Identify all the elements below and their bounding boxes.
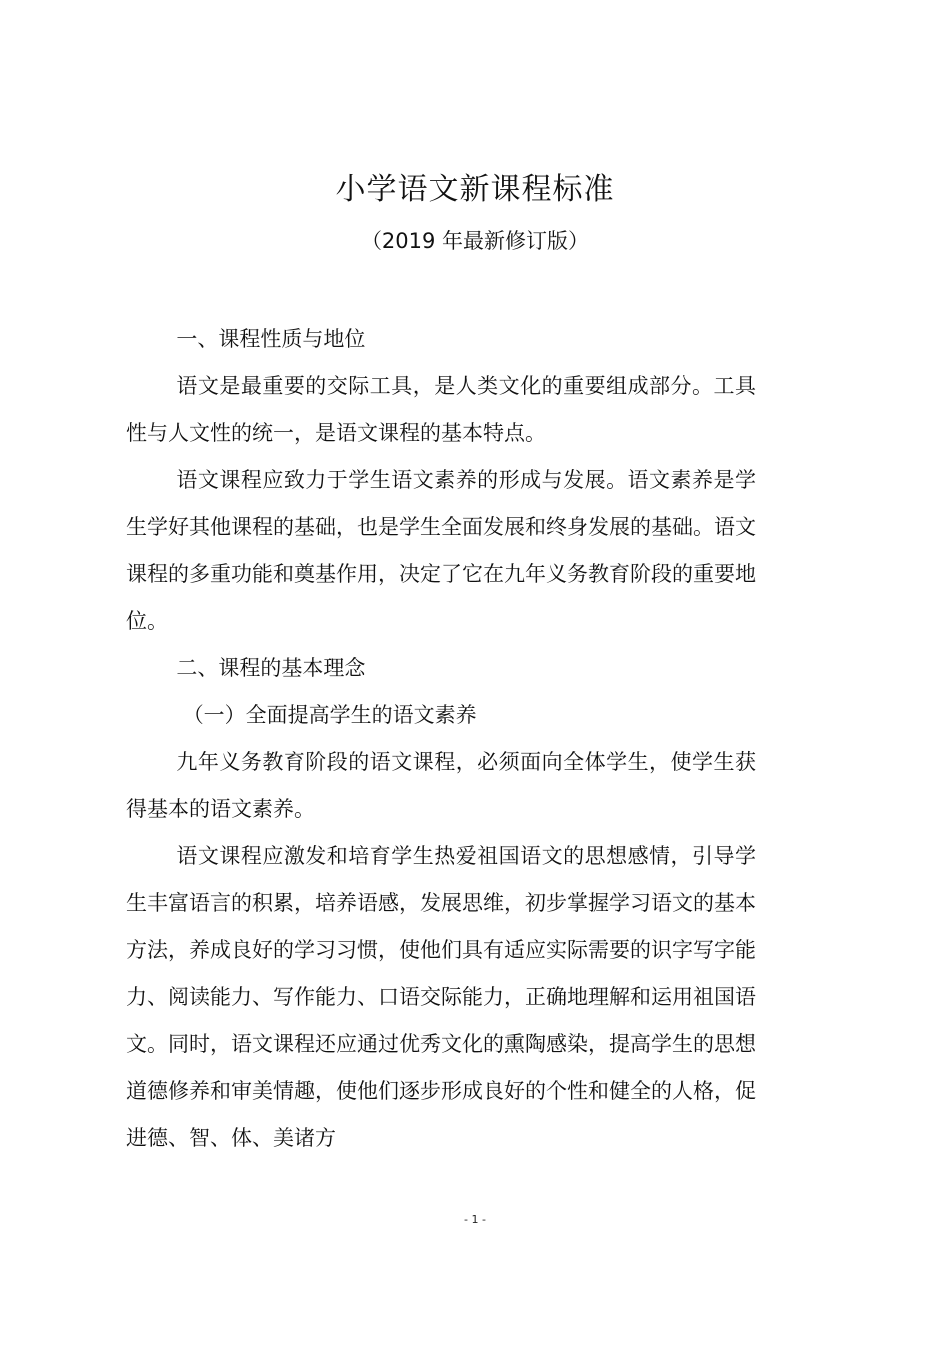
section-heading: 一、课程性质与地位 (176, 327, 366, 351)
paragraph: 语文是最重要的交际工具，是人类文化的重要组成部分。工具性与人文性的统一，是语文课程的基本特点。 (126, 374, 756, 445)
paragraph: 语文课程应致力于学生语文素养的形成与发展。语文素养是学生学好其他课程的基础，也是学生全面发展和终身发展的基础。语文课程的多重功能和奠基作用，决定了它在九年义务教育阶段的重要地位。 (126, 468, 756, 633)
section-heading: 二、课程的基本理念 (176, 656, 366, 680)
paragraph: 九年义务教育阶段的语文课程，必须面向全体学生，使学生获得基本的语文素养。 (126, 750, 756, 821)
document-subtitle: （2019 年最新修订版） (360, 229, 590, 253)
document-title: 小学语文新课程标准 (335, 172, 615, 207)
paragraph: 语文课程应激发和培育学生热爱祖国语文的思想感情，引导学生丰富语言的积累，培养语感，发展思维，初步掌握学习语文的基本方法，养成良好的学习习惯，使他们具有适应实际需要的识字写字能力、阅读能力、写作能力、口语交际能力，正确地理解和运用祖国语文。同时，语文课程还应通过优秀文化的熏陶感染，提高学生的思想道德修养和审美情趣，使他们逐步形成良好的个性和健全的人格，促进德、智、体、美诸方 (126, 844, 756, 1150)
document-body (126, 316, 756, 1162)
page-number: - 1 - (464, 1213, 486, 1226)
sub-heading: （一）全面提高学生的语文素养 (182, 703, 477, 727)
